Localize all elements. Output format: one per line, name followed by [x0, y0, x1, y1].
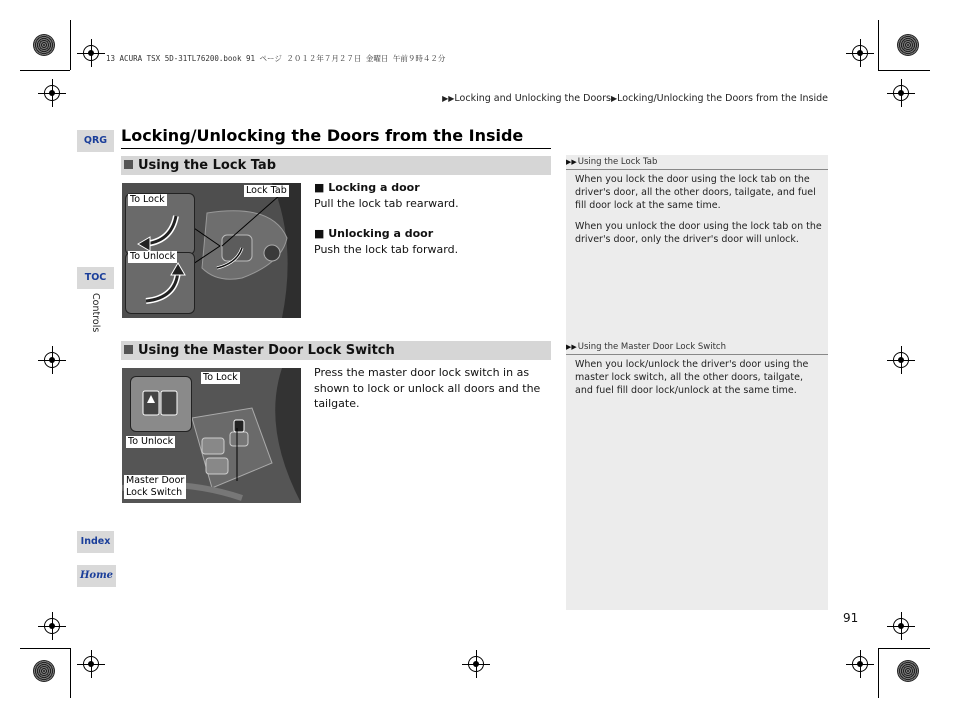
label-master-door-lock-switch: Master Door Lock Switch	[126, 475, 185, 498]
label-to-unlock: To Unlock	[130, 251, 176, 262]
sidebar-note: When you lock the door using the lock tab on the driver's door, all the other doors, tailgate, and fuel fill door lock at the same time.	[575, 174, 816, 211]
reference-arrow-icon: ▶▶	[566, 158, 577, 166]
crop-mark	[70, 20, 71, 70]
sidebar-heading-lock-tab: ▶▶Using the Lock Tab	[566, 155, 828, 170]
crop-mark	[20, 648, 70, 649]
sidebar-heading-master-switch: ▶▶Using the Master Door Lock Switch	[566, 340, 828, 355]
crosshair-mark	[468, 656, 484, 672]
side-tab-controls: Controls	[90, 293, 101, 333]
master-switch-illustration	[122, 368, 301, 503]
toc-button[interactable]: TOC	[77, 267, 114, 289]
label-to-lock: To Lock	[203, 372, 238, 383]
square-bullet-icon: ■	[314, 181, 325, 194]
square-bullet-icon	[124, 160, 133, 169]
unlocking-door-block	[314, 226, 549, 257]
sidebar-note: When you lock/unlock the driver's door using the master lock switch, all the other doors, tailgate, and fuel fill door lock/unlock at the same time.	[575, 359, 809, 396]
crop-mark	[878, 648, 879, 698]
sidebar-note: When you unlock the door using the lock tab on the driver's door, only the driver's door will unlock.	[575, 221, 822, 245]
title-divider	[121, 148, 551, 149]
page-number: 91	[843, 611, 859, 625]
breadcrumb-arrow-icon: ▶▶	[442, 94, 455, 103]
breadcrumb-arrow-icon: ▶	[610, 94, 618, 103]
label-lock-tab: Lock Tab	[246, 185, 287, 196]
master-switch-text: Press the master door lock switch in as shown to lock or unlock all doors and the tailgate.	[314, 366, 541, 410]
unlocking-door-text: Push the lock tab forward.	[314, 242, 459, 256]
qrg-button[interactable]: QRG	[77, 130, 114, 152]
crosshair-mark	[83, 656, 99, 672]
section-heading-master-switch: Using the Master Door Lock Switch	[121, 341, 551, 360]
crosshair-mark	[893, 352, 909, 368]
master-switch-inset	[130, 376, 192, 432]
crosshair-mark	[44, 85, 60, 101]
crop-mark	[20, 70, 70, 71]
registration-target-bottom-right	[897, 660, 919, 682]
crosshair-mark	[852, 45, 868, 61]
crosshair-mark	[893, 85, 909, 101]
lock-tab-illustration	[122, 183, 301, 318]
locking-door-heading: ■ Locking a door	[314, 181, 420, 194]
registration-target-bottom-left	[33, 660, 55, 682]
crop-mark	[70, 648, 71, 698]
reference-arrow-icon: ▶▶	[566, 343, 577, 351]
crosshair-mark	[44, 618, 60, 634]
page-title: Locking/Unlocking the Doors from the Inside	[121, 126, 524, 145]
crosshair-mark	[852, 656, 868, 672]
print-header: 13 ACURA TSX 5D-31TL76200.book 91 ページ ２０１２年７月２７日 金曜日 午前９時４２分	[106, 54, 446, 63]
crosshair-mark	[44, 352, 60, 368]
unlocking-door-heading: ■ Unlocking a door	[314, 227, 434, 240]
index-button[interactable]: Index	[77, 531, 114, 553]
square-bullet-icon	[124, 345, 133, 354]
crop-mark	[878, 20, 879, 70]
switch-buttons-icon	[131, 377, 191, 431]
square-bullet-icon: ■	[314, 227, 325, 240]
crosshair-mark	[893, 618, 909, 634]
locking-door-block	[314, 180, 549, 211]
registration-target-top-right	[897, 34, 919, 56]
label-to-unlock: To Unlock	[128, 436, 174, 447]
breadcrumb	[442, 93, 828, 104]
crosshair-mark	[83, 45, 99, 61]
section-heading-lock-tab: Using the Lock Tab	[121, 156, 551, 175]
home-button[interactable]: Home	[77, 565, 116, 587]
breadcrumb-link-locking[interactable]: Locking and Unlocking the Doors	[454, 93, 611, 104]
breadcrumb-current: Locking/Unlocking the Doors from the Inside	[617, 93, 828, 104]
crop-mark	[878, 70, 930, 71]
registration-target-top-left	[33, 34, 55, 56]
label-to-lock: To Lock	[130, 194, 165, 205]
locking-door-text: Pull the lock tab rearward.	[314, 196, 459, 210]
crop-mark	[878, 648, 930, 649]
